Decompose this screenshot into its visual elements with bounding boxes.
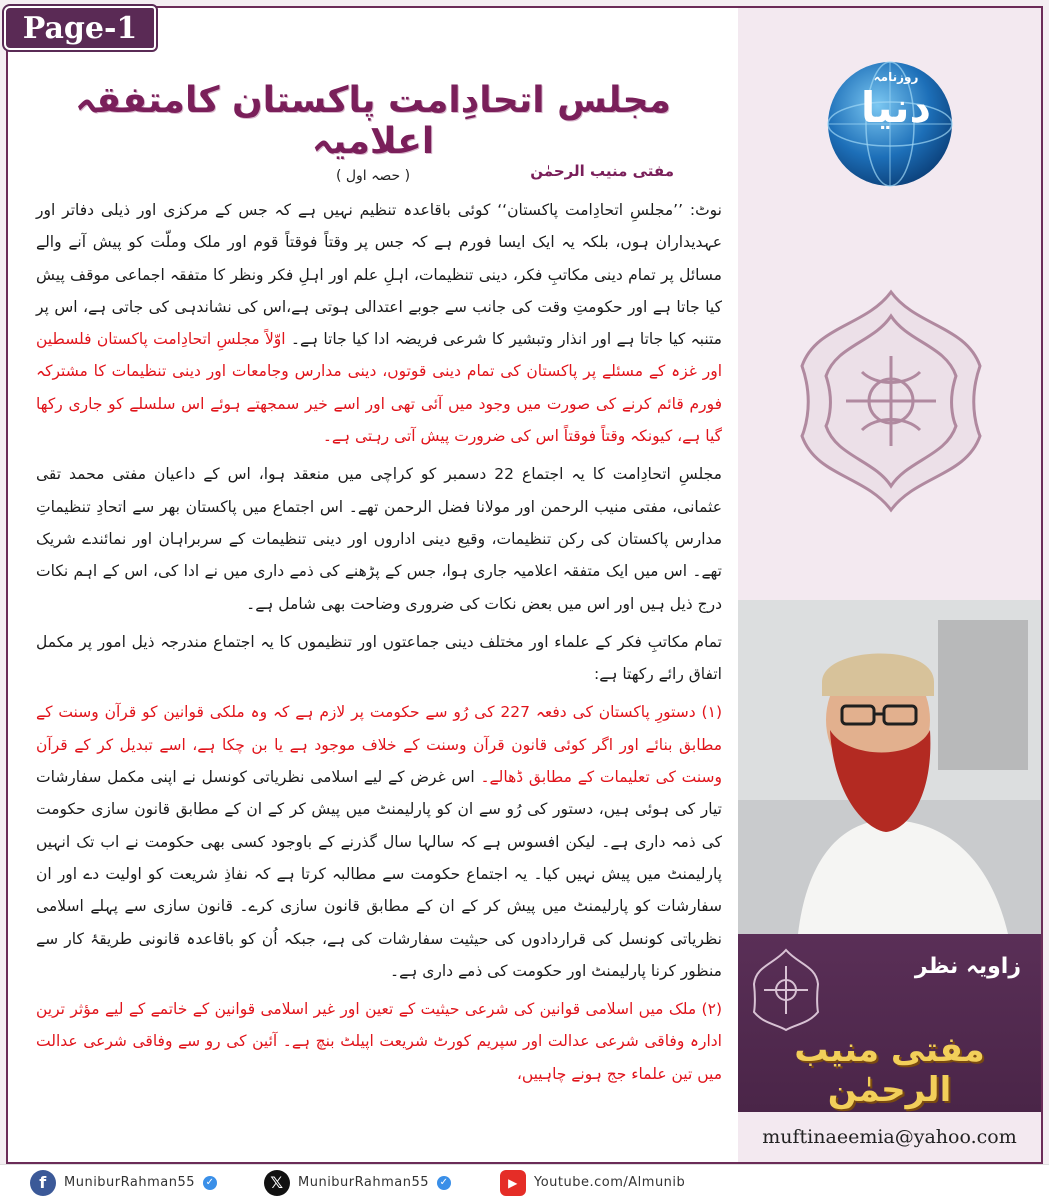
youtube-link[interactable] xyxy=(500,1170,685,1196)
highlighted-text: (۲) ملک میں اسلامی قوانین کی شرعی حیثیت کے تعین اور غیر اسلامی قوانین کے خاتمے کے لیے مؤثر ترین ادارہ وفاقی شرعی عدالت اور سپریم کورٹ شریعت اپیلٹ بنچ ہے۔ آئین کی رو سے وفاقی شرعی عدالت میں تین علماء جج ہونے چاہییں، xyxy=(36,1000,722,1083)
decorative-ornament-icon xyxy=(796,286,986,516)
part-label: ( حصہ اول ) xyxy=(335,168,411,184)
author-photo xyxy=(738,600,1041,934)
body-text-segment: مجلسِ اتحادِامت کا یہ اجتماع 22 دسمبر کو کراچی میں منعقد ہوا، اس کے داعیان مفتی محمد تقی عثمانی، مفتی منیب الرحمن اور مولانا فضل الرحمن تھے۔ اس اجتماع میں پاکستان بھر سے اتحادِ تنظیماتِ مدارس پاکستان کی رکن تنظیمات، وقیع دینی اداروں اور دینی تنظیمات کے سربراہان اور نمائندے شریک تھے۔ اس میں ایک متفقہ اعلامیہ جاری ہوا، جس کے پڑھنے کی ذمے داری میں نے ادا کی، اس کے اہم نکات درج ذیل ہیں اور اس میں بعض نکات کی ضروری وضاحت بھی شامل ہے۔ xyxy=(36,465,722,613)
column-author: مفتی منیب الرحمٰن xyxy=(794,1030,985,1110)
verified-icon: ✓ xyxy=(203,1176,217,1190)
column-signature-box xyxy=(738,934,1041,1112)
body-text-segment: اس غرض کے لیے اسلامی نظریاتی کونسل نے اپنی مکمل سفارشات تیار کی ہوئی ہیں، دستور کی رُو سے ان کو پارلیمنٹ میں پیش کر کے ان کے مطابق قانون سازی حکومت کی ذمہ داری ہے۔ لیکن افسوس ہے کہ سالہا سال گذرنے کے باوجود کسی بھی حکومت نے اب تک انہیں پارلیمنٹ میں پیش نہیں کیا۔ یہ اجتماع حکومت سے مطالبہ کرتا ہے کہ نفاذِ شریعت کو اولیت دے اور ان سفارشات کو پارلیمنٹ میں پیش کر کے ان کے مطابق قانون سازی کرے۔ قانون سازی سے پہلے اسلامی نظریاتی کونسل کی قراردادوں کی حیثیت سفارشات کی ہے، جبکہ اُن کو باقاعدہ قانونی طریقۂ کار سے منظور کرنا پارلیمنٹ اور حکومت کی ذمے داری ہے۔ xyxy=(36,768,722,980)
page-badge: Page-1 xyxy=(4,6,156,50)
article-paragraph xyxy=(36,696,722,987)
article-paragraph xyxy=(36,194,722,452)
author-email[interactable]: muftinaeemia@yahoo.com xyxy=(762,1126,1017,1148)
verified-icon: ✓ xyxy=(437,1176,451,1190)
column-title: زاویہ نظر xyxy=(914,954,1021,979)
logo-big-text: دنیا xyxy=(860,83,932,132)
byline: مفتی منیب الرحمٰن xyxy=(530,162,674,180)
logo-text xyxy=(846,70,946,132)
facebook-link[interactable] xyxy=(30,1170,217,1196)
x-handle: MuniburRahman55 xyxy=(298,1175,430,1190)
decorative-ornament-icon xyxy=(750,946,822,1032)
facebook-handle: MuniburRahman55 xyxy=(64,1175,196,1190)
article-paragraph xyxy=(36,458,722,619)
facebook-icon: f xyxy=(30,1170,56,1196)
footer xyxy=(0,1164,1049,1200)
headline: مجلس اتحادِامت پاکستان کامتفقہ اعلامیہ xyxy=(75,80,671,162)
youtube-url: Youtube.com/Almunib xyxy=(534,1175,686,1190)
article-column xyxy=(8,8,738,1162)
logo-small-text: روزنامہ xyxy=(873,70,919,84)
article-body xyxy=(36,194,722,1096)
article-paragraph xyxy=(36,993,722,1090)
body-text-segment: نوٹ: ’’مجلسِ اتحادِامت پاکستان‘‘ کوئی باقاعدہ تنظیم نہیں ہے کہ جس کے مرکزی اور ذیلی دفاتر اور عہدیداران ہوں، بلکہ یہ ایک ایسا فورم ہے کہ جس پر وقتاً فوقتاً قوم اور ملک وملّت کو پیش آنے والے مسائل پر تمام دینی مکاتبِ فکر، دینی تنظیمات، اہلِ علم اور اہلِ فکر ونظر کا متفقہ اجماعی موقف پیش کیا جاتا ہے اور حکومتِ وقت کی جانب سے جوبے اعتدالی ہوتی ہے،اس کی نشاندہی کی جاتی ہے، اس پر متنبہ کیا جاتا ہے اور انذار وتبشیر کا شرعی فریضہ ادا کیا جاتا ہے۔ xyxy=(36,201,722,349)
highlighted-text: اوّلاً مجلسِ اتحادِامت پاکستان فلسطین اور غزہ کے مسئلے پر پاکستان کی تمام دینی قوتوں، دینی مدارس وجامعات اور دینی تنظیمات کا مشترکہ فورم قائم کرنے کی صورت میں وجود میں آئی تھی اور اسے خیر سمجھتے ہوئے اس سلسلے کو جاری رکھا گیا ہے، کیونکہ وقتاً فوقتاً اس کی ضرورت پیش آتی رہتی ہے۔ xyxy=(36,330,722,446)
article-paragraph xyxy=(36,626,722,691)
body-text-segment: تمام مکاتبِ فکر کے علماء اور مختلف دینی جماعتوں اور تنظیموں کا یہ اجتماع مندرجہ ذیل امور پر مکمل اتفاق رائے رکھتا ہے: xyxy=(36,632,722,684)
youtube-icon: ▶ xyxy=(500,1170,526,1196)
x-link[interactable] xyxy=(264,1170,451,1196)
highlighted-text: (۱) دستورِ پاکستان کی دفعہ 227 کی رُو سے حکومت پر لازم ہے کہ وہ ملکی قوانین کو قرآن وسنت کے مطابق بنائے اور اگر کوئی قانون قرآن وسنت کے خلاف موجود ہے یا بن چکا ہے، اسے تبدیل کر کے قرآن وسنت کی تعلیمات کے مطابق ڈھالے۔ xyxy=(36,703,723,787)
x-icon: 𝕏 xyxy=(264,1170,290,1196)
